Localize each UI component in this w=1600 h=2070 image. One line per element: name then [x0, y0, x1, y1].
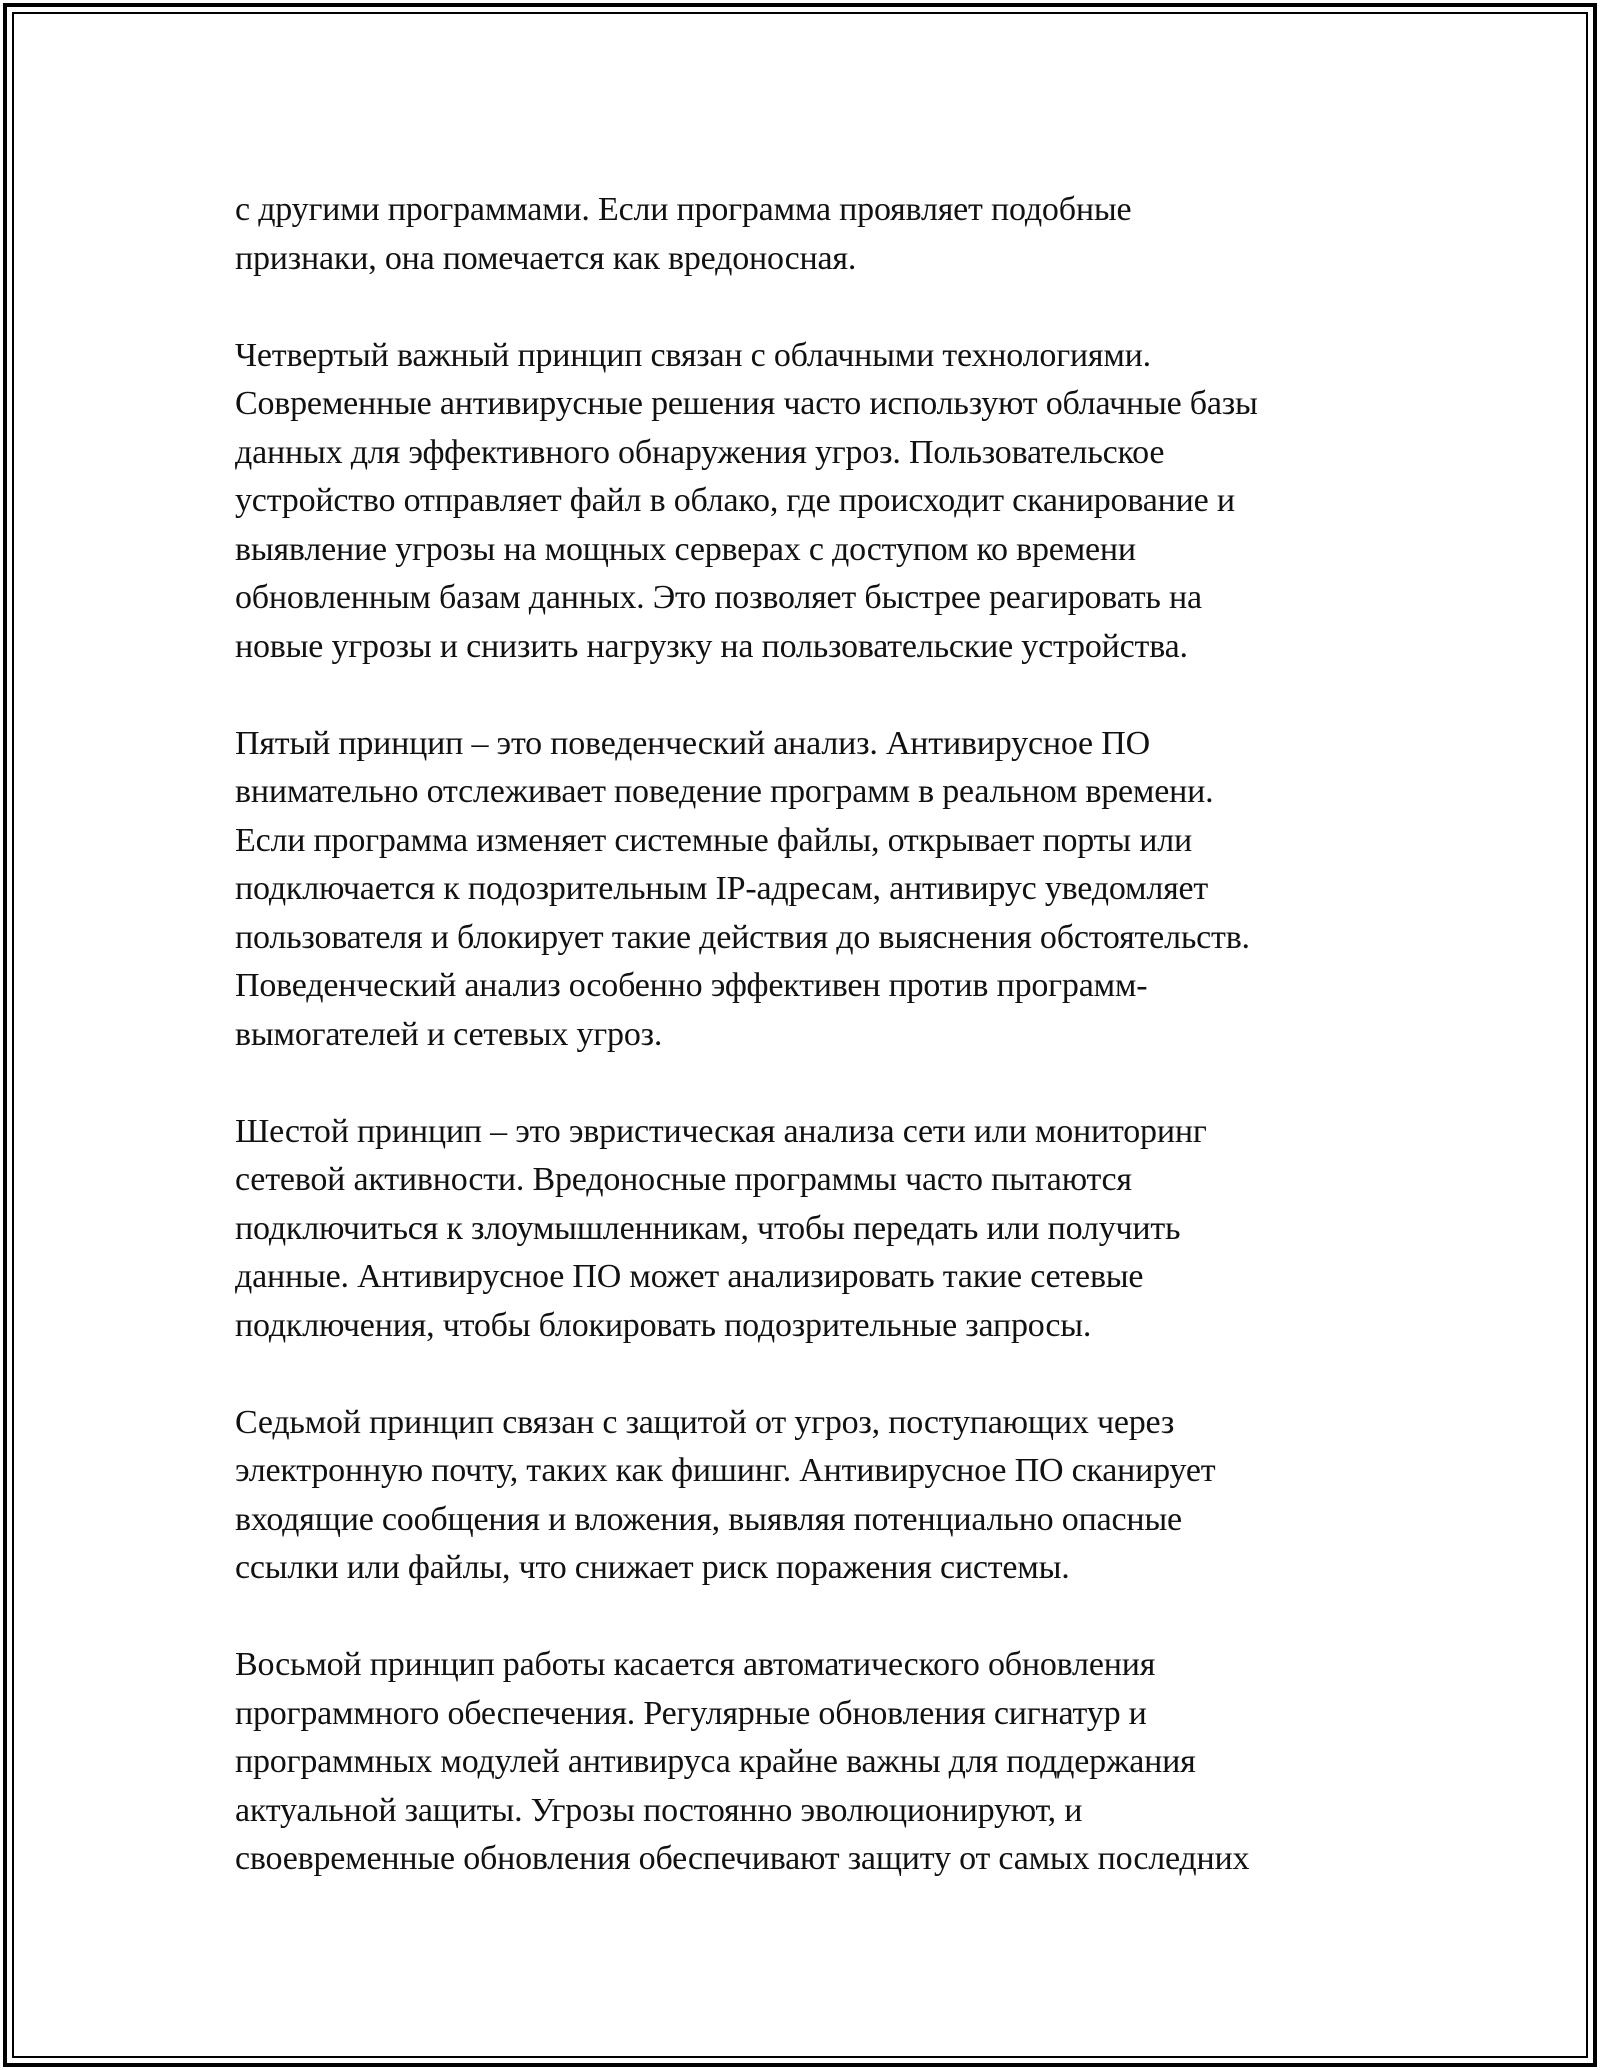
paragraph-fifth-principle: [235, 720, 1385, 1060]
text-line: Пятый принцип – это поведенческий анализ. Антивирусное ПО: [235, 724, 1150, 762]
paragraph-eighth-principle: [235, 1641, 1385, 1884]
text-line: Шестой принцип – это эвристическая анализа сети или мониторинг: [235, 1112, 1207, 1150]
text-line: вымогателей и сетевых угроз.: [235, 1015, 663, 1053]
paragraph-continuation: [235, 186, 1385, 283]
text-line: выявление угрозы на мощных серверах с доступом ко времени: [235, 530, 1136, 568]
text-line: Поведенческий анализ особенно эффективен против программ-: [235, 967, 1148, 1004]
text-line: с другими программами. Если программа проявляет подобные: [235, 191, 1132, 228]
text-line: подключения, чтобы блокировать подозрительные запросы.: [235, 1306, 1092, 1344]
text-line: подключается к подозрительным IP-адресам, антивирус уведомляет: [235, 870, 1209, 907]
text-line: программных модулей антивируса крайне важны для поддержания: [235, 1743, 1196, 1780]
text-line: сетевой активности. Вредоносные программы часто пытаются: [235, 1161, 1132, 1198]
text-line: новые угрозы и снизить нагрузку на пользовательские устройства.: [235, 627, 1188, 665]
text-line: электронную почту, таких как фишинг. Антивирусное ПО сканирует: [235, 1452, 1216, 1489]
text-line: данные. Антивирусное ПО может анализировать такие сетевые: [235, 1258, 1144, 1295]
text-line: внимательно отслеживает поведение программ в реальном времени.: [235, 773, 1214, 810]
text-line: программного обеспечения. Регулярные обновления сигнатур и: [235, 1694, 1147, 1732]
text-line: данных для эффективного обнаружения угроз. Пользовательское: [235, 433, 1165, 471]
text-line: Четвертый важный принцип связан с облачными технологиями.: [235, 336, 1151, 374]
text-line: своевременные обновления обеспечивают защиту от самых последних: [235, 1840, 1250, 1877]
text-line: устройство отправляет файл в облако, где происходит сканирование и: [235, 482, 1235, 519]
text-line: Современные антивирусные решения часто используют облачные базы: [235, 385, 1258, 422]
text-line: пользователя и блокирует такие действия до выяснения обстоятельств.: [235, 918, 1250, 956]
text-line: обновленным базам данных. Это позволяет быстрее реагировать на: [235, 579, 1202, 616]
text-line: подключиться к злоумышленникам, чтобы передать или получить: [235, 1209, 1181, 1247]
text-line: входящие сообщения и вложения, выявляя потенциально опасные: [235, 1500, 1182, 1538]
paragraph-fourth-principle: [235, 332, 1385, 672]
paragraph-seventh-principle: [235, 1399, 1385, 1593]
paragraph-sixth-principle: [235, 1108, 1385, 1351]
text-line: признаки, она помечается как вредоносная.: [235, 239, 857, 277]
text-line: актуальной защиты. Угрозы постоянно эволюционируют, и: [235, 1791, 1083, 1829]
document-body: [235, 186, 1385, 1932]
text-line: Восьмой принцип работы касается автоматического обновления: [235, 1646, 1156, 1683]
text-line: Седьмой принцип связан с защитой от угроз, поступающих через: [235, 1403, 1175, 1441]
text-line: ссылки или файлы, что снижает риск поражения системы.: [235, 1549, 1070, 1586]
text-line: Если программа изменяет системные файлы, открывает порты или: [235, 821, 1193, 859]
